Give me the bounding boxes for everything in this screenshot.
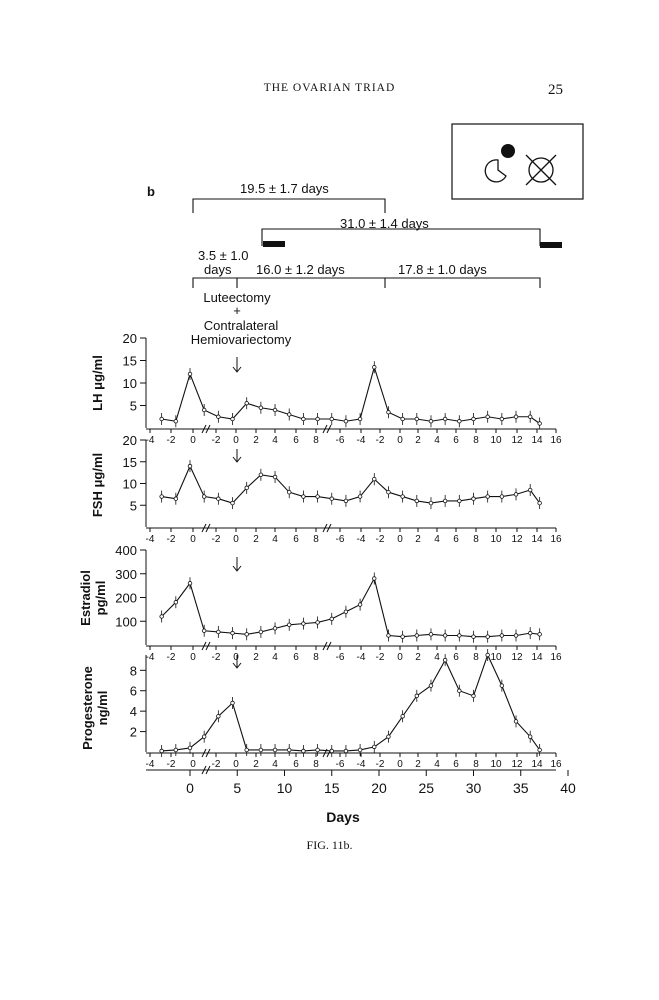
x-tick-label: -4 [356,534,366,545]
y-axis-title-line: Progesterone [80,666,95,750]
data-point [528,415,532,419]
x-tick-label: 0 [397,652,403,663]
data-point [160,749,164,753]
data-point [287,748,291,752]
data-point [401,417,405,421]
x-tick-label: 8 [313,759,319,770]
x-tick-label: 8 [473,652,479,663]
days-tick-label: 35 [512,780,529,796]
y-axis-title [80,666,110,750]
figure-caption: FIG. 11b. [306,838,353,852]
x-tick-label: 0 [233,652,239,663]
y-tick-label: 5 [129,498,137,514]
data-point [358,748,362,752]
x-tick-label: 8 [473,759,479,770]
x-tick-label: 8 [313,435,319,446]
x-axis-title: Days [326,809,360,825]
ovary-symbol-box [452,124,583,199]
y-axis-title-line: pg/ml [93,580,108,616]
surgery-arrow [233,357,241,372]
x-tick-label: -6 [335,652,345,663]
data-point [259,748,263,752]
data-point [330,617,334,621]
data-point [287,413,291,417]
data-point [486,653,490,657]
y-tick-label: 15 [122,353,137,369]
x-tick-label: -4 [145,759,155,770]
x-tick-label: -2 [166,534,176,545]
data-point [231,631,235,635]
surgery-arrow [233,557,241,571]
data-point [429,633,433,637]
x-tick-label: 14 [531,652,543,663]
y-tick-label: 300 [115,566,137,582]
x-tick-label: -6 [335,435,345,446]
y-tick-label: 400 [115,543,137,558]
x-tick-label: 0 [397,435,403,446]
y-tick-label: 2 [129,724,137,740]
x-tick-label: 4 [434,759,440,770]
data-point [514,415,518,419]
ovary-half-icon [485,160,506,182]
data-point [302,495,306,499]
x-tick-label: 6 [453,652,459,663]
data-point [514,634,518,638]
data-point [287,490,291,494]
x-tick-label: 2 [253,759,259,770]
data-point [330,749,334,753]
x-tick-label: 16 [550,759,562,770]
x-tick-label: -4 [356,435,366,446]
x-tick-label: -4 [145,652,155,663]
x-tick-label: -6 [335,759,345,770]
days-axis [146,766,576,796]
data-point [372,745,376,749]
y-tick-label: 5 [129,398,137,414]
data-point [330,497,334,501]
data-point [358,417,362,421]
x-tick-label: -2 [375,652,385,663]
data-point [202,735,206,739]
data-point [202,629,206,633]
data-point [174,600,178,604]
x-tick-label: 14 [531,534,543,545]
data-point [302,622,306,626]
y-axis-title-line: ng/ml [95,690,110,726]
data-point [302,749,306,753]
x-tick-label: 0 [233,534,239,545]
data-point [259,630,263,634]
data-point [188,372,192,376]
corpus-luteum-dot-icon [501,144,515,158]
data-point [160,615,164,619]
x-tick-label: 4 [272,652,278,663]
data-point [174,497,178,501]
x-tick-label: 8 [473,435,479,446]
data-point [344,610,348,614]
data-point [472,694,476,698]
hormone-panels [78,331,562,770]
data-point [273,475,277,479]
data-point [429,419,433,423]
data-point [217,630,221,634]
x-tick-label: 12 [511,759,523,770]
x-tick-label: -2 [375,435,385,446]
data-point [429,501,433,505]
data-point [486,415,490,419]
surgery-arrow [233,449,241,462]
data-point [245,486,249,490]
panel-1 [90,433,562,545]
x-tick-label: 4 [434,652,440,663]
data-point [316,621,320,625]
data-point [387,410,391,414]
y-axis-title [78,570,108,626]
data-point [472,417,476,421]
data-point [344,419,348,423]
x-tick-label: 0 [190,759,196,770]
x-tick-label: -4 [356,652,366,663]
data-point [273,748,277,752]
data-point [217,497,221,501]
data-point [358,603,362,607]
x-tick-label: -2 [375,534,385,545]
data-point [387,490,391,494]
x-tick-label: 6 [453,435,459,446]
days-tick-label: 15 [323,780,340,796]
data-point [188,464,192,468]
data-point [217,415,221,419]
surgery-label-1: Luteectomy [203,290,271,305]
x-tick-label: 0 [233,759,239,770]
x-tick-label: 8 [313,652,319,663]
interval-annotations [193,199,540,288]
x-tick-label: -2 [166,435,176,446]
data-point [287,623,291,627]
data-point [500,684,504,688]
x-tick-label: 0 [397,759,403,770]
y-axis-title: LH μg/ml [90,355,105,411]
x-tick-label: 6 [453,759,459,770]
x-tick-label: 0 [397,534,403,545]
data-point [358,495,362,499]
data-point [443,499,447,503]
x-tick-label: 2 [415,435,421,446]
x-tick-label: 4 [272,534,278,545]
x-tick-label: 16 [550,435,562,446]
data-point [486,635,490,639]
y-tick-label: 6 [129,683,137,699]
days-tick-label: 0 [186,780,194,796]
x-tick-label: 10 [490,652,502,663]
data-point [401,495,405,499]
running-title: THE OVARIAN TRIAD [263,82,396,94]
days-tick-label: 30 [465,780,482,796]
x-tick-label: 14 [531,759,543,770]
data-point [528,631,532,635]
data-point [443,658,447,662]
x-tick-label: 4 [272,759,278,770]
data-point [330,417,334,421]
data-point [387,735,391,739]
data-point [372,477,376,481]
x-tick-label: 4 [434,534,440,545]
y-tick-label: 15 [122,454,137,470]
data-point [245,401,249,405]
x-tick-label: 6 [293,534,299,545]
panel-label: b [147,184,155,199]
data-point [538,748,542,752]
page-number: 25 [548,82,563,98]
y-tick-label: 100 [115,614,137,630]
bar-marker-right [540,242,562,248]
y-axis-title: FSH μg/ml [90,452,105,518]
x-tick-label: 8 [473,534,479,545]
x-tick-label: -2 [166,759,176,770]
days-tick-label: 10 [276,780,293,796]
data-point [514,493,518,497]
data-point [458,634,462,638]
data-point [344,499,348,503]
data-point [387,634,391,638]
data-point [500,495,504,499]
x-tick-label: -6 [335,534,345,545]
data-point [188,581,192,585]
data-point [472,635,476,639]
x-tick-label: 4 [434,435,440,446]
data-point [415,417,419,421]
series-line [162,655,540,751]
panel-0 [90,331,562,446]
x-tick-label: 16 [550,534,562,545]
interval-short-1: 3.5 ± 1.0 [198,248,249,263]
data-point [528,488,532,492]
data-point [415,499,419,503]
x-tick-label: 0 [233,435,239,446]
x-tick-label: -2 [211,759,221,770]
data-point [302,417,306,421]
x-tick-label: -4 [356,759,366,770]
interval-top: 19.5 ± 1.7 days [240,181,329,196]
data-point [500,417,504,421]
x-tick-label: -2 [211,652,221,663]
data-point [429,684,433,688]
data-point [259,406,263,410]
data-point [458,419,462,423]
x-tick-label: 6 [293,435,299,446]
days-tick-label: 40 [560,780,576,796]
y-tick-label: 20 [122,433,137,448]
x-tick-label: 6 [453,534,459,545]
data-point [538,633,542,637]
days-tick-label: 5 [233,780,242,796]
data-point [202,408,206,412]
days-tick-label: 25 [418,780,435,796]
data-point [231,417,235,421]
x-tick-label: -4 [145,435,155,446]
data-point [231,501,235,505]
x-tick-label: 0 [190,435,196,446]
data-point [472,497,476,501]
y-tick-label: 10 [122,376,137,391]
data-point [344,749,348,753]
data-point [202,495,206,499]
x-tick-label: -4 [145,534,155,545]
panel-3 [80,649,562,770]
x-tick-label: -2 [211,534,221,545]
data-point [245,748,249,752]
x-tick-label: 10 [490,435,502,446]
x-tick-label: 6 [293,652,299,663]
data-point [443,417,447,421]
data-point [160,495,164,499]
panel-2 [78,543,562,663]
data-point [401,635,405,639]
data-point [528,735,532,739]
y-tick-label: 8 [129,663,137,679]
surgery-label-2: + [233,303,241,318]
data-point [316,748,320,752]
data-point [538,501,542,505]
x-tick-label: 10 [490,759,502,770]
data-point [174,419,178,423]
x-tick-label: 14 [531,435,543,446]
data-point [259,473,263,477]
x-tick-label: -2 [211,435,221,446]
x-tick-label: 6 [293,759,299,770]
data-point [458,499,462,503]
y-tick-label: 20 [122,331,137,346]
x-tick-label: 0 [190,652,196,663]
x-tick-label: 12 [511,534,523,545]
data-point [160,417,164,421]
x-tick-label: 16 [550,652,562,663]
data-point [443,634,447,638]
y-axis-title-line: Estradiol [78,570,93,626]
y-tick-label: 10 [122,476,137,492]
data-point [415,694,419,698]
data-point [273,408,277,412]
data-point [486,495,490,499]
interval-long: 31.0 ± 1.4 days [340,216,429,231]
days-tick-label: 20 [371,780,387,796]
surgery-label-4: Hemiovariectomy [190,332,292,347]
x-tick-label: 2 [415,652,421,663]
x-tick-label: -2 [375,759,385,770]
data-point [217,714,221,718]
bar-marker-left [263,241,285,247]
x-tick-label: 12 [511,652,523,663]
data-point [188,746,192,750]
data-point [174,748,178,752]
data-point [273,627,277,631]
x-tick-label: 2 [415,534,421,545]
y-tick-label: 200 [115,590,137,606]
data-point [538,422,542,426]
x-tick-label: 2 [253,652,259,663]
data-point [458,689,462,693]
y-tick-label: 4 [129,704,137,720]
data-point [372,365,376,369]
x-tick-label: -2 [166,652,176,663]
data-point [401,714,405,718]
data-point [514,720,518,724]
x-tick-label: 0 [190,534,196,545]
x-tick-label: 8 [313,534,319,545]
x-tick-label: 2 [253,435,259,446]
x-tick-label: 2 [253,534,259,545]
data-point [245,633,249,637]
data-point [500,634,504,638]
interval-mid: 16.0 ± 1.2 days [256,262,345,277]
data-point [372,577,376,581]
x-tick-label: 4 [272,435,278,446]
interval-short-2: days [204,262,232,277]
x-tick-label: 10 [490,534,502,545]
data-point [231,701,235,705]
data-point [316,417,320,421]
interval-late: 17.8 ± 1.0 days [398,262,487,277]
data-point [415,634,419,638]
surgery-label-3: Contralateral [203,318,279,333]
x-tick-label: 12 [511,435,523,446]
x-tick-label: 2 [415,759,421,770]
data-point [316,495,320,499]
